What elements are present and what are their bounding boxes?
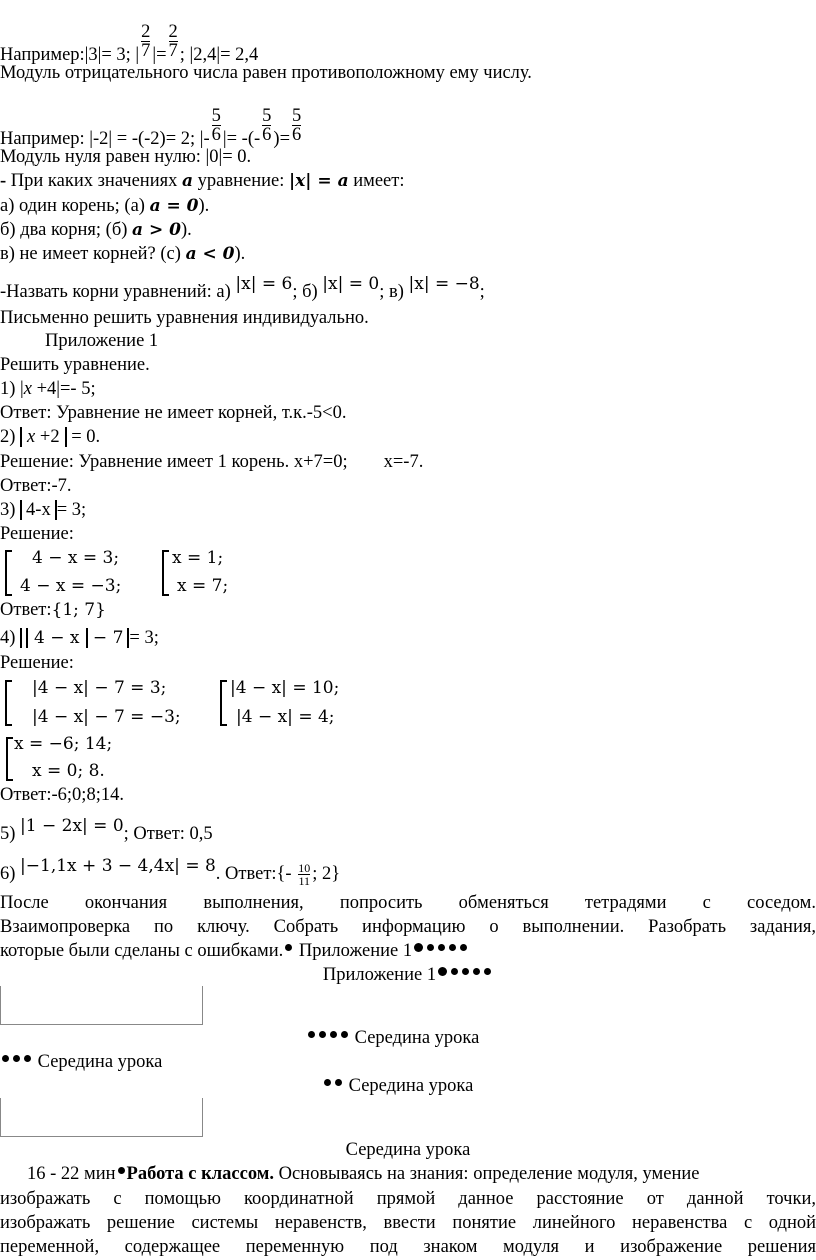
system-row: |4 − x| − 7 = 3; [32, 678, 167, 698]
system-row: x = 1; [172, 548, 224, 568]
task-heading: Решить уравнение. [0, 355, 150, 375]
task-5: 5) |1 − 2x| = 0; Ответ: 0,5 [0, 816, 213, 844]
bullet-icon [335, 1079, 342, 1086]
system-bracket [6, 737, 13, 781]
bullet-icon [24, 1055, 31, 1062]
bullet-icon [473, 968, 480, 975]
bullet-icon [330, 1031, 337, 1038]
centered-caption: Середина урока [345, 1140, 471, 1160]
paragraph-line: После окончания выполнения, попросить обменяться тетрадями с соседом. [0, 893, 816, 913]
caption: Середина урока [306, 1027, 479, 1050]
answer-2: Ответ:-7. [0, 476, 72, 496]
system-bracket [5, 680, 12, 726]
centered-caption: Приложение 1 [0, 964, 816, 987]
bullet-icon [460, 944, 467, 951]
paragraph-line: 16 - 22 мин Работа с классом. Основываясь на знания: определение модуля, умение [27, 1164, 700, 1184]
fraction: $\frac{5}{6}$ [262, 106, 272, 145]
fraction: $\frac{2}{7}$ [141, 22, 151, 61]
empty-box [0, 986, 203, 1025]
fraction: $\frac{10}{11}$ [298, 861, 311, 888]
paragraph-line: изображать с помощью координатной прямой данное расстояние от данной точки, [0, 1189, 816, 1209]
bullet-icon [319, 1031, 326, 1038]
bullet-icon [414, 943, 423, 952]
bullet-icon [341, 1031, 348, 1038]
fraction: $\frac{5}{6}$ [211, 106, 221, 145]
bullet-icon [13, 1055, 20, 1062]
bullet-icon [308, 1031, 315, 1038]
empty-box [0, 1098, 203, 1137]
bullet-icon [324, 1079, 331, 1086]
solution-2: Решение: Уравнение имеет 1 корень. x+7=0; x=-7. [0, 452, 424, 472]
system-row: 4 − x = 3; [32, 548, 120, 568]
appendix-heading: Приложение 1 [45, 331, 159, 351]
rule-negative: Модуль отрицательного числа равен противоположному ему числу. [0, 63, 532, 83]
example-line-2: Например: |-2| = -(-2)= 2; |- $\frac{5}{6}$ |= -(- $\frac{5}{6}$ )= $\frac{5}{6}$ [0, 106, 302, 149]
bullet-icon [285, 944, 292, 951]
task-1: 1) |x +4|=- 5; [0, 379, 96, 399]
bullet-icon [438, 967, 447, 976]
task-6: 6) |−1,1x + 3 − 4,4x| = 8. Ответ:{- $\frac{10}{11}$ ; 2} [0, 855, 341, 888]
system-row: |4 − x| − 7 = −3; [32, 707, 181, 727]
answer-4: Ответ:-6;0;8;14. [0, 785, 124, 805]
caption: Середина урока [0, 1051, 162, 1074]
rule-zero: Модуль нуля равен нулю: |0|= 0. [0, 147, 252, 167]
paragraph-line: переменной, содержащее переменную под знаком модуля и изображение решения [0, 1237, 816, 1257]
fraction: $\frac{2}{7}$ [168, 22, 178, 61]
system-bracket [162, 550, 169, 596]
bullet-icon [451, 968, 458, 975]
task-3: 3) 4-x = 3; [0, 500, 87, 520]
paragraph-line: Взаимопроверка по ключу. Собрать информацию о выполнении. Разобрать задания, [0, 917, 816, 937]
option-b: б) два корня; (б) a > 0). [0, 220, 192, 240]
question-line: - При каких значениях a уравнение: |x| = a имеет: [0, 171, 405, 191]
option-a: а) один корень; (а) a = 0). [0, 196, 210, 216]
bullet-icon [484, 968, 491, 975]
bullet-icon [2, 1055, 9, 1062]
system-row: x = 0; 8. [32, 761, 105, 781]
task-2: 2) x +2 = 0. [0, 427, 101, 447]
solution-3-label: Решение: [0, 524, 74, 544]
bullet-icon [427, 944, 434, 951]
instruction: Письменно решить уравнения индивидуально. [0, 308, 369, 328]
system-row: x = 7; [177, 576, 229, 596]
answer-3: Ответ:{1; 7} [0, 600, 106, 620]
bullet-icon [462, 968, 469, 975]
task-4: 4) 4 − x − 7 = 3; [0, 628, 159, 648]
fraction: $\frac{5}{6}$ [292, 106, 302, 145]
paragraph-line: которые были сделаны с ошибками. Приложение 1 [0, 940, 469, 963]
system-bracket [220, 680, 227, 726]
option-c: в) не имеет корней? (с) a < 0). [0, 244, 246, 264]
system-row: x = −6; 14; [14, 734, 113, 754]
paragraph-line: изображать решение системы неравенств, ввести понятие линейного неравенства с одной [0, 1213, 816, 1233]
bullet-icon [449, 944, 456, 951]
bullet-icon [118, 1167, 125, 1174]
example-line-1: Например:|3|= 3; | $\frac{2}{7}$ |= $\frac{2}{7}$ ; |2,4|= 2,4 [0, 22, 259, 65]
system-bracket [5, 550, 12, 596]
solution-4-label: Решение: [0, 653, 74, 673]
caption: Середина урока [322, 1075, 473, 1098]
answer-1: Ответ: Уравнение не имеет корней, т.к.-5<0. [0, 403, 347, 423]
system-row: |4 − x| = 10; [230, 678, 340, 698]
system-row: |4 − x| = 4; [236, 707, 335, 727]
bullet-icon [438, 944, 445, 951]
system-row: 4 − x = −3; [20, 576, 122, 596]
name-roots-line: -Назвать корни уравнений: а) |x| = 6; б) |x| = 0; в) |x| = −8; [0, 274, 485, 302]
